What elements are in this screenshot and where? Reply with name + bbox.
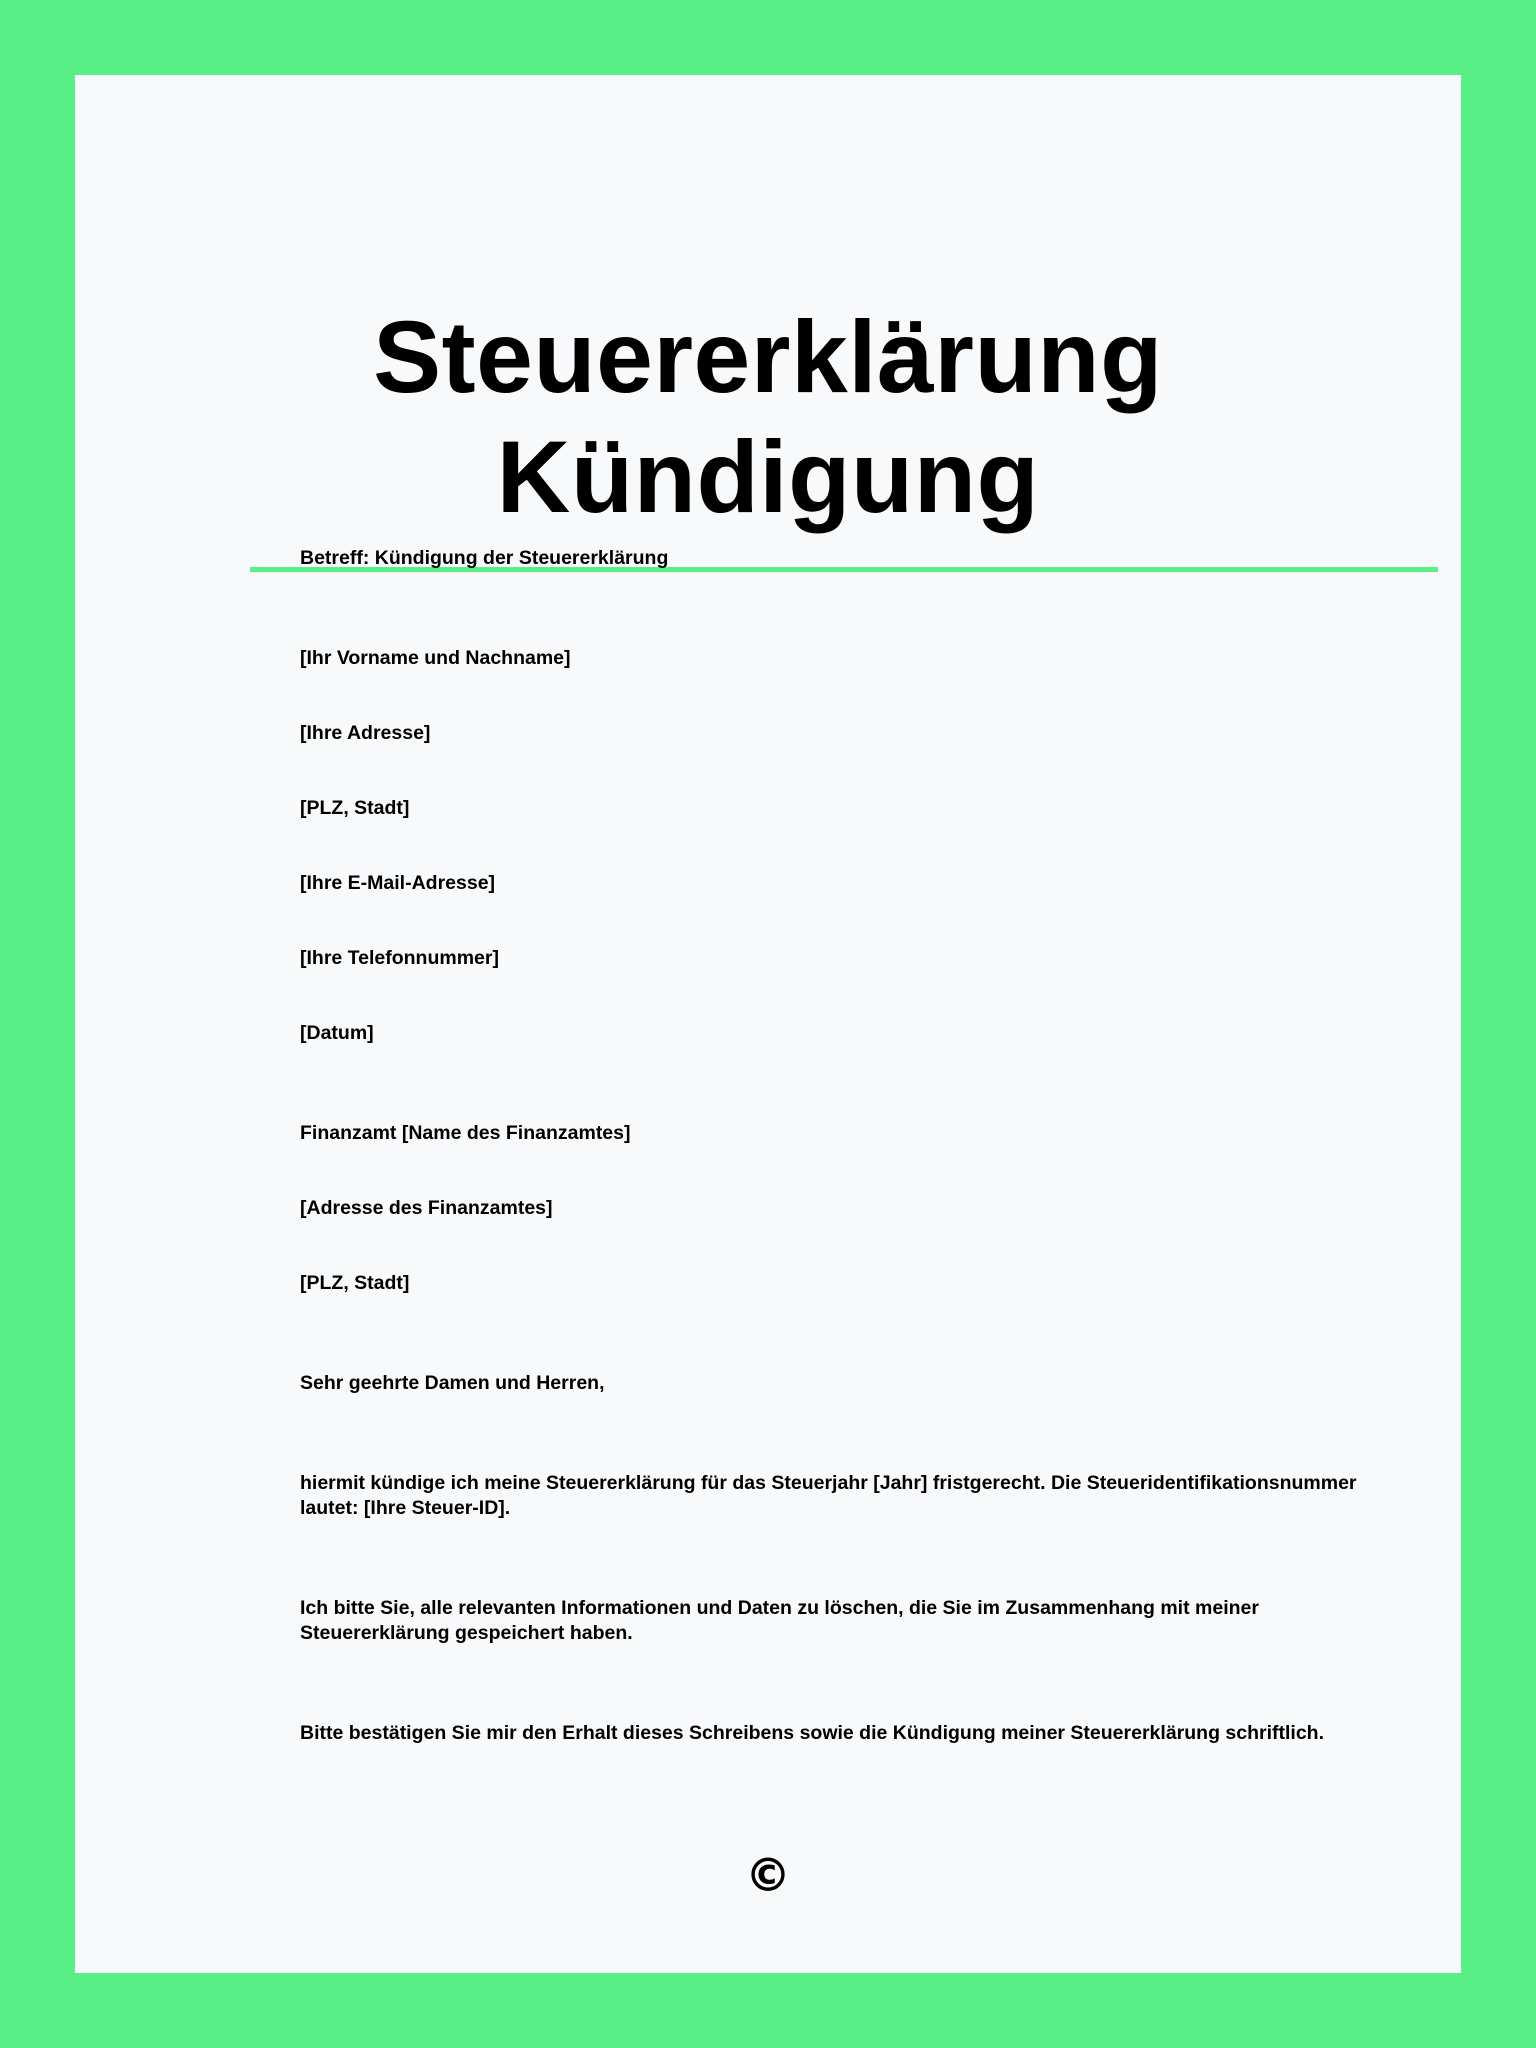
salutation: Sehr geehrte Damen und Herren, bbox=[300, 1372, 605, 1394]
document-title bbox=[75, 297, 1461, 537]
sender-phone: [Ihre Telefonnummer] bbox=[300, 947, 499, 969]
body-paragraph-1: hiermit kündige ich meine Steuererklärung für das Steuerjahr [Jahr] fristgerecht. Die Steueridentifikationsnummer lautet: [Ihre Steuer-ID]. bbox=[300, 1472, 1357, 1519]
letter-date: [Datum] bbox=[300, 1022, 374, 1044]
sender-name: [Ihr Vorname und Nachname] bbox=[300, 647, 571, 669]
recipient-address: [Adresse des Finanzamtes] bbox=[300, 1197, 553, 1219]
body-paragraph-3: Bitte bestätigen Sie mir den Erhalt dieses Schreibens sowie die Kündigung meiner Steuererklärung schriftlich. bbox=[300, 1722, 1325, 1744]
sender-email: [Ihre E-Mail-Adresse] bbox=[300, 872, 496, 894]
sender-city: [PLZ, Stadt] bbox=[300, 797, 410, 819]
copyright-icon: © bbox=[745, 1848, 791, 1902]
recipient-name: Finanzamt [Name des Finanzamtes] bbox=[300, 1122, 631, 1144]
sender-address: [Ihre Adresse] bbox=[300, 722, 431, 744]
document-page bbox=[75, 75, 1461, 1973]
title-line-2: Kündigung bbox=[496, 420, 1040, 534]
subject-line: Betreff: Kündigung der Steuererklärung bbox=[300, 547, 669, 569]
recipient-city: [PLZ, Stadt] bbox=[300, 1272, 410, 1294]
body-paragraph-2: Ich bitte Sie, alle relevanten Informationen und Daten zu löschen, die Sie im Zusammenhang mit meiner Steuererklärung gespeichert haben. bbox=[300, 1597, 1259, 1644]
title-line-1: Steuererklärung bbox=[373, 300, 1163, 414]
